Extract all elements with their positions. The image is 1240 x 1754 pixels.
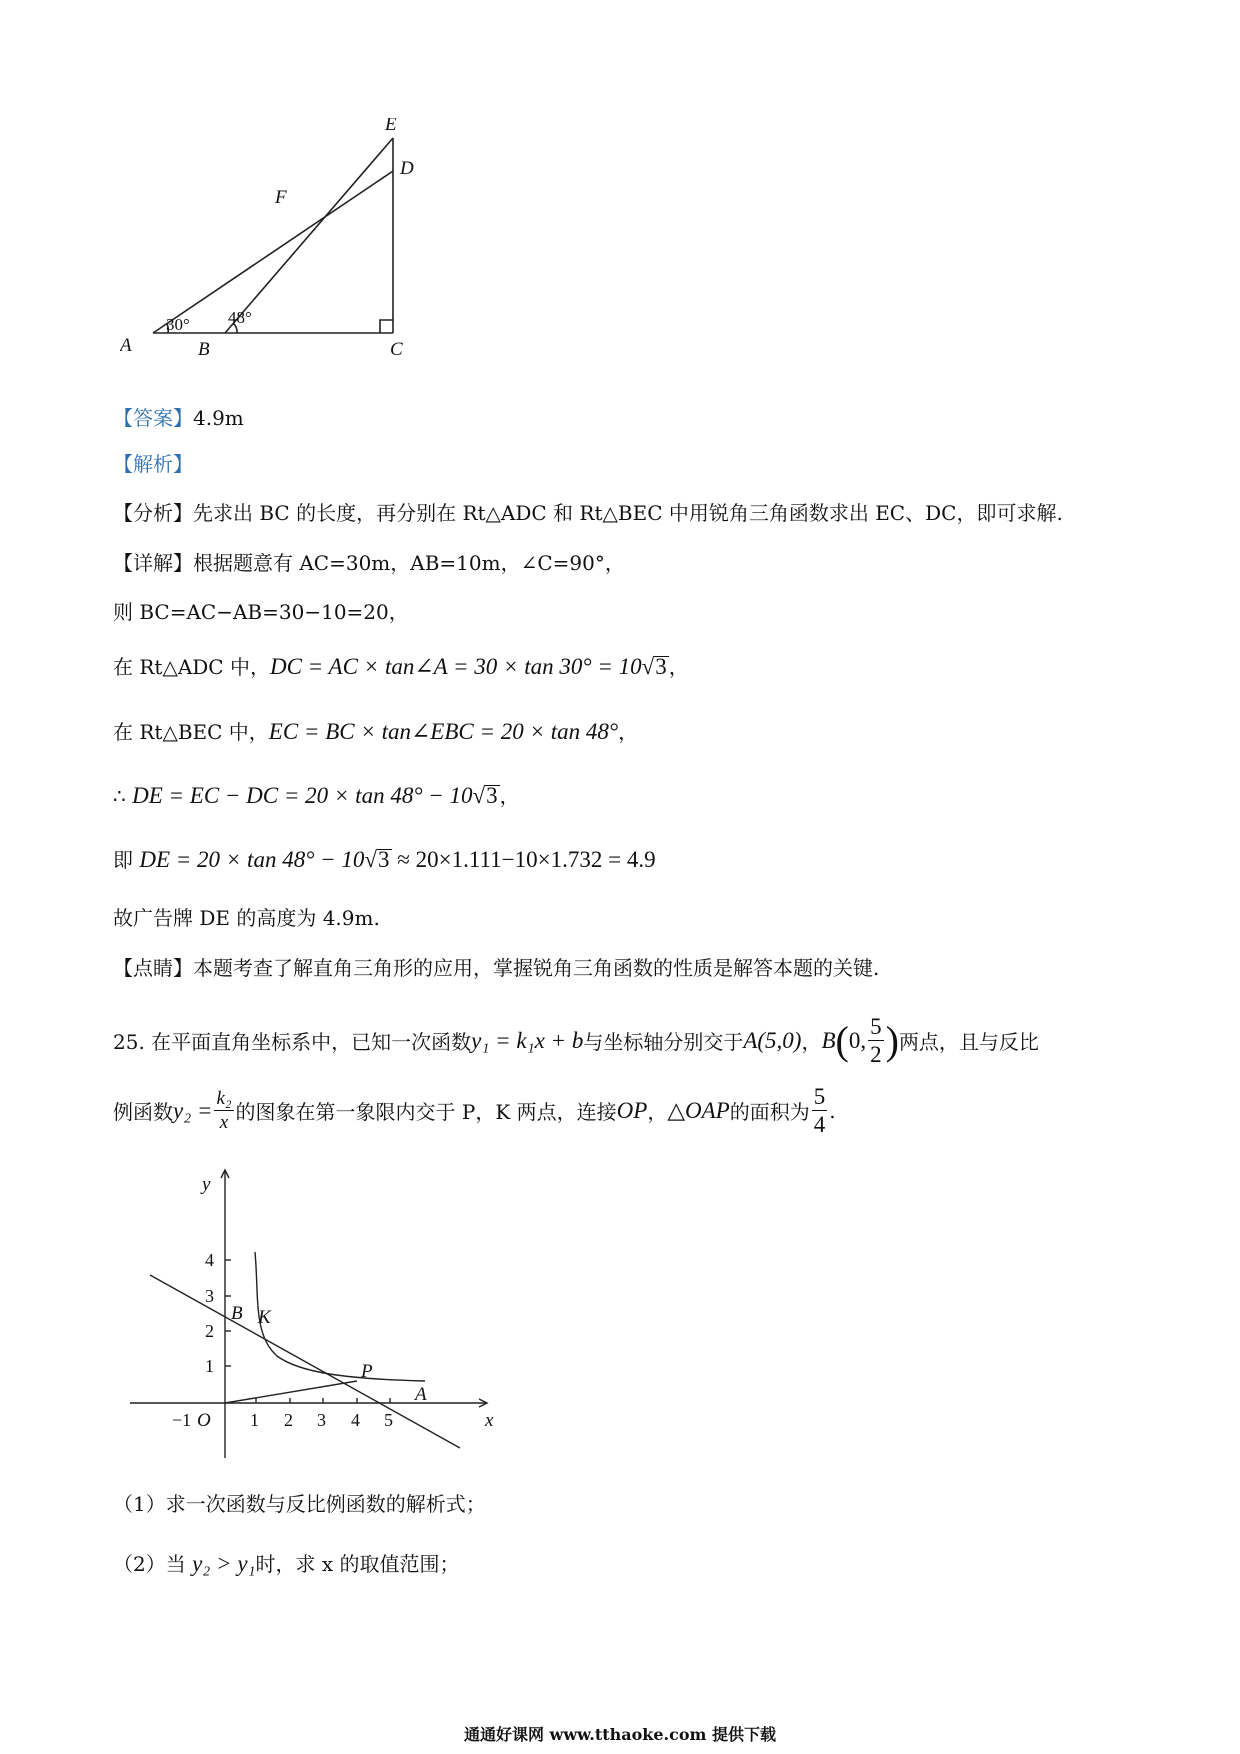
q25-func2-lhs: y₂ = [173,1097,213,1123]
segment-be [225,138,393,333]
step-ec-post: ， [618,720,639,744]
point-k-label: K [258,1307,271,1328]
sub-question-1: （1）求一次函数与反比例函数的解析式； [113,1492,486,1516]
tick-label-x-neg1: −1 [172,1410,192,1430]
q25-line2-pre: 例函数 [113,1100,173,1124]
frac-num: 5 [813,1084,826,1109]
fenxi-tag: 【分析】 [113,501,193,525]
step-de-value [113,844,656,873]
point-p-label: P [361,1361,373,1382]
q25-point-a: A(5,0) [743,1027,802,1053]
label-a: A [120,335,132,356]
point-a-label: A [415,1384,427,1405]
left-paren: ( [835,1017,849,1063]
fenxi-line [113,497,1063,526]
q25-part4: 两点，且与反比 [898,1030,1039,1054]
tick-label-y-2: 2 [205,1321,214,1341]
frac-num: 5 [870,1014,882,1039]
footer-text: 通通好课网 www.tthaoke.com 提供下载 [463,1725,777,1744]
radicand: 3 [655,654,667,679]
fenxi-text: 先求出 BC 的长度，再分别在 Rt△ADC 和 Rt△BEC 中用锐角三角函数求出 EC、DC，即可求解. [193,501,1063,525]
sqrt-sign: √ [472,783,486,808]
tick-label-x-3: 3 [317,1410,326,1430]
answer-line [113,402,244,431]
xiangjie-tag: 【详解】 [113,551,193,575]
q25-func2-frac [214,1089,233,1132]
frac-den: x [219,1112,229,1133]
label-f: F [275,187,287,208]
q25-point-b-label: B [821,1027,836,1053]
q25-point-b-x: 0, [848,1027,867,1053]
segment-ad [153,171,393,333]
q25-line2 [113,1085,836,1136]
tick-label-x-4: 4 [351,1410,360,1430]
label-e: E [385,118,397,135]
dianjing-line [113,952,879,981]
step-de-pre: ∴ [113,784,133,808]
frac-den: 2 [870,1042,882,1067]
answer-tag: 【答案】 [113,406,193,430]
tick-label-y-1: 1 [205,1356,214,1376]
x-axis-label: x [485,1410,494,1431]
sub-question-2-pre: （2）当 [113,1552,193,1576]
q25-line2-mid: 的图象在第一象限内交于 P，K 两点，连接 [235,1100,617,1124]
label-b: B [198,339,210,360]
sub-question-2-post: 时，求 x 的取值范围； [255,1552,460,1576]
q25-func1: y₁ = k₁x + b [471,1027,584,1053]
step-de [113,780,520,809]
step-ec-pre: 在 Rt△BEC 中， [113,720,269,744]
q25-part2: 与坐标轴分别交于 [583,1030,744,1054]
frac-den: 4 [813,1112,826,1137]
step-de-value-approx: ≈ 20×1.111−10×1.732 = 4.9 [391,847,656,872]
xiangjie-text: 根据题意有 AC=30m，AB=10m，∠C=90°， [193,551,625,575]
tick-label-x-2: 2 [284,1410,293,1430]
right-angle-mark [380,320,393,333]
q25-line2-mid3: 的面积为 [729,1100,810,1124]
step-ec-expr: EC = BC × tan∠EBC = 20 × tan 48° [268,719,619,744]
origin-label: O [197,1410,211,1431]
step-ec [113,716,638,745]
sqrt-sign: √ [364,847,378,872]
angle-b-label: 48° [228,308,252,327]
tick-label-x-5: 5 [384,1410,393,1430]
sub-question-2 [113,1548,460,1577]
inverse-function-curve [255,1252,425,1381]
conclusion: 故广告牌 DE 的高度为 4.9m. [113,906,380,930]
q25-area-frac [812,1085,828,1136]
coordinate-figure [125,1160,505,1460]
q25-line2-mid2: ， [647,1100,668,1124]
q25-op: OP [616,1097,648,1123]
q25-part3: ， [801,1030,822,1054]
q25-line2-end: . [829,1098,836,1123]
angle-a-label: 30° [166,315,190,334]
label-c: C [390,339,403,360]
q25-triangle: △OAP [667,1097,730,1123]
segment-op [225,1381,357,1403]
geometry-figure [120,118,440,368]
answer-value: 4.9m [193,406,244,430]
q25-part1: 25. 在平面直角坐标系中，已知一次函数 [113,1030,472,1054]
step-de-value-pre: 即 [113,848,140,872]
tick-label-y-4: 4 [205,1250,214,1270]
step-bc: 则 BC=AC−AB=30−10=20， [113,600,409,624]
right-paren: ) [885,1017,899,1063]
step-dc-expr: DC = AC × tan∠A = 30 × tan 30° = 10 [269,654,642,679]
radicand: 3 [486,783,498,808]
analysis-tag: 【解析】 [113,452,193,476]
frac-num: k₂ [216,1088,232,1109]
step-de-post: ， [499,784,520,808]
step-dc-pre: 在 Rt△ADC 中， [113,655,270,679]
tick-label-y-3: 3 [205,1286,214,1306]
y-axis-label: y [202,1174,211,1195]
radicand: 3 [378,847,390,872]
point-b-label: B [231,1303,243,1324]
tick-label-x-1: 1 [250,1410,259,1430]
step-de-value-expr: DE = 20 × tan 48° − 10 [139,847,365,872]
step-dc-post: ， [668,655,689,679]
q25-point-b-y [868,1015,884,1066]
dianjing-text: 本题考查了解直角三角形的应用，掌握锐角三角函数的性质是解答本题的关键. [193,956,880,980]
sqrt-sign: √ [641,654,655,679]
dianjing-tag: 【点睛】 [113,956,193,980]
sub-question-2-expr: y₂ > y₁ [192,1551,256,1576]
step-dc [113,651,689,680]
label-d: D [400,158,414,179]
xiangjie-line [113,547,625,576]
step-de-expr: DE = EC − DC = 20 × tan 48° − 10 [132,783,473,808]
q25-line1 [113,1015,1039,1066]
